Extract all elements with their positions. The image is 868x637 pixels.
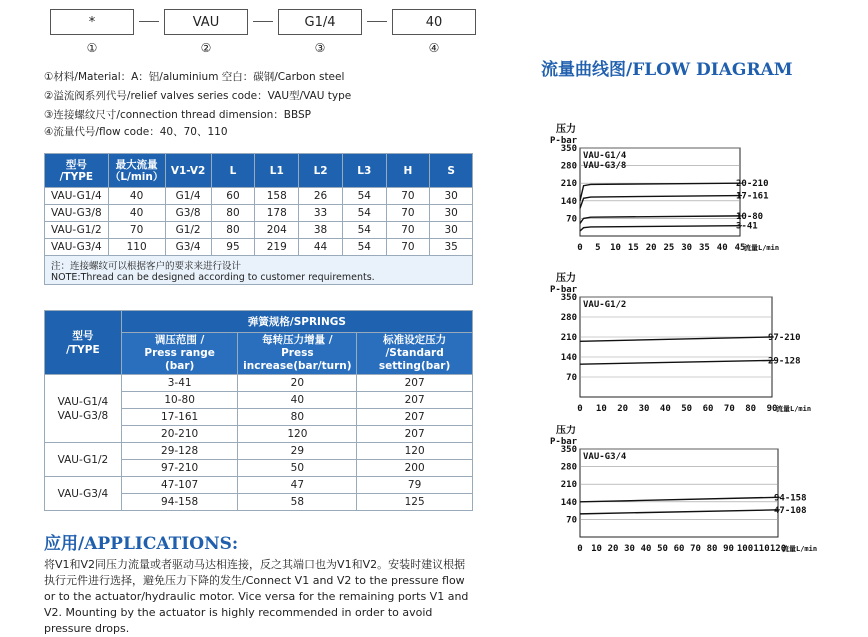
table-cell: 60	[211, 188, 255, 205]
table-cell: 54	[342, 222, 386, 239]
chart-xtick-label: 50	[657, 544, 668, 554]
series-line-29-128	[580, 360, 772, 364]
table-cell: 80	[211, 205, 255, 222]
table-cell: 30	[430, 205, 473, 222]
table-cell: 54	[342, 188, 386, 205]
chart-xtick-label: 50	[681, 404, 693, 414]
table-cell: 30	[430, 188, 473, 205]
chart-xtick-label: 20	[607, 544, 619, 554]
table-cell: 20	[238, 375, 357, 392]
table-cell: 54	[342, 239, 386, 256]
chart-xtick-label: 0	[577, 544, 583, 554]
code-box-series: VAU	[164, 9, 248, 35]
table-cell: 178	[255, 205, 299, 222]
chart-ylabel: P-bar	[550, 136, 578, 146]
table-cell: 30	[430, 222, 473, 239]
chart-ytick-label: 70	[566, 373, 577, 383]
chart-xtick-label: 110	[753, 544, 770, 554]
series-line-94-158	[580, 497, 778, 502]
table-row	[45, 477, 473, 494]
chart-xtick-label: 90	[723, 544, 734, 554]
series-label: 17-161	[736, 191, 769, 202]
chart-title-line: VAU-G3/4	[583, 452, 627, 462]
table-cell: 120	[357, 443, 473, 460]
code-dash	[367, 21, 387, 22]
table-cell: 47	[238, 477, 357, 494]
chart-xtick-label: 35	[699, 243, 710, 253]
col-l3: L3	[342, 154, 386, 188]
flow-chart-g34	[536, 425, 864, 565]
code-number-3: ③	[314, 41, 326, 55]
chart-ytick-label: 140	[560, 353, 577, 363]
chart-ytick-label: 140	[560, 497, 577, 508]
chart-xtick-label: 30	[681, 243, 693, 253]
table-cell: G1/4	[165, 188, 211, 205]
chart-title-line: VAU-G1/4	[583, 151, 627, 161]
spring-type-cell: VAU-G1/2	[45, 443, 122, 477]
chart-ytick-label: 280	[560, 462, 577, 473]
chart-ytick-label: 70	[566, 515, 577, 526]
table-cell: 70	[386, 205, 430, 222]
chart-ytick-label: 210	[560, 333, 577, 343]
code-dash	[253, 21, 273, 22]
chart-xtick-label: 10	[610, 243, 621, 253]
chart-xtick-label: 40	[659, 404, 671, 414]
chart-xtick-label: 70	[690, 544, 701, 554]
table-cell: 200	[357, 460, 473, 477]
table-cell: 35	[430, 239, 473, 256]
table-row	[45, 239, 473, 256]
chart-ylabel-cn: 压力	[556, 124, 576, 135]
table-cell: 33	[299, 205, 343, 222]
series-line-3-41	[580, 226, 740, 231]
table-cell: G3/8	[165, 205, 211, 222]
chart-xtick-label: 25	[663, 243, 675, 253]
table-note-row	[45, 256, 473, 285]
flow-diagram-title: 流量曲线图/FLOW DIAGRAM	[541, 60, 793, 80]
table-cell: G1/2	[165, 222, 211, 239]
table-cell: 26	[299, 188, 343, 205]
chart-ytick-label: 140	[560, 196, 577, 207]
table-cell: 120	[238, 426, 357, 443]
chart-xtick-label: 30	[638, 404, 650, 414]
chart-xlabel: 流量L/min	[782, 545, 818, 553]
chart-ytick-label: 70	[566, 214, 577, 225]
table-cell: 110	[108, 239, 165, 256]
applications-title: 应用/APPLICATIONS:	[44, 534, 239, 554]
table-cell: 207	[357, 375, 473, 392]
table-cell: 29	[238, 443, 357, 460]
table-cell: 158	[255, 188, 299, 205]
chart-xtick-label: 70	[723, 404, 735, 414]
table-row	[45, 375, 473, 392]
legend-series: ②溢流阀系列代号/relief valves series code：VAU型/VAU type	[44, 90, 352, 102]
chart-xtick-label: 100	[736, 544, 754, 554]
table-cell: 40	[108, 188, 165, 205]
table-cell: 204	[255, 222, 299, 239]
table-cell: 50	[238, 460, 357, 477]
chart-xtick-label: 60	[673, 544, 685, 554]
chart-ytick-label: 210	[560, 480, 577, 491]
series-line-47-108	[580, 510, 778, 514]
table-cell: VAU-G3/8	[45, 205, 109, 222]
table-cell: 40	[108, 205, 165, 222]
col-s: S	[430, 154, 473, 188]
chart-ytick-label: 210	[560, 179, 577, 190]
table-cell: 219	[255, 239, 299, 256]
chart-title-line: VAU-G3/8	[583, 161, 627, 171]
table-cell: 70	[386, 188, 430, 205]
series-line-97-210	[580, 337, 772, 341]
table-cell: 58	[238, 494, 357, 511]
table-note	[45, 256, 473, 285]
table-cell: 125	[357, 494, 473, 511]
chart-xlabel: 流量L/min	[744, 244, 780, 252]
spring-col-increase: 每转压力增量 / Press increase(bar/turn)	[238, 333, 357, 375]
chart-xtick-label: 15	[627, 243, 639, 253]
chart-ylabel: P-bar	[550, 285, 578, 295]
table-row	[45, 222, 473, 239]
dimension-table	[44, 153, 473, 285]
table-cell: 70	[386, 222, 430, 239]
chart-ytick-label: 350	[560, 293, 577, 303]
chart-xtick-label: 80	[706, 544, 718, 554]
series-label: 29-128	[768, 356, 801, 367]
col-l: L	[211, 154, 255, 188]
table-cell: 20-210	[121, 426, 238, 443]
chart-xtick-label: 5	[595, 243, 601, 253]
chart-xtick-label: 0	[577, 243, 583, 253]
table-cell: 80	[211, 222, 255, 239]
table-cell: 10-80	[121, 392, 238, 409]
series-label: 97-210	[768, 333, 801, 343]
table-cell: 207	[357, 409, 473, 426]
table-cell: 44	[299, 239, 343, 256]
spring-col-setting: 标准设定压力 /Standard setting(bar)	[357, 333, 473, 375]
chart-xtick-label: 20	[645, 243, 657, 253]
chart-ylabel-cn: 压力	[556, 273, 576, 284]
table-cell: 207	[357, 426, 473, 443]
table-cell: 54	[342, 205, 386, 222]
table-cell: 3-41	[121, 375, 238, 392]
spring-group-header: 弹簧规格/SPRINGS	[121, 311, 472, 333]
chart-xlabel: 流量L/min	[776, 405, 812, 413]
chart-frame	[580, 297, 772, 397]
chart-xtick-label: 45	[734, 243, 746, 253]
table-cell: 207	[357, 392, 473, 409]
applications-text: 将V1和V2同压力流量或者驱动马达相连接，反之其端口也为V1和V2。安装时建议根据执行元件进行选择，避免压力下降的发生/Connect V1 and V2 to the pressure flow or to the actuator/hydraulic motor. Vice versa for the remaining ports V1 and V2. Mounting by the actuator is highly recommended in order to avoid pressure drops.	[44, 558, 469, 635]
spring-type-cell: VAU-G3/4	[45, 477, 122, 511]
code-number-2: ②	[200, 41, 212, 55]
series-label: 47-108	[774, 505, 807, 516]
table-cell: VAU-G1/4	[45, 188, 109, 205]
table-cell: G3/4	[165, 239, 211, 256]
table-row	[45, 443, 473, 460]
chart-xtick-label: 10	[591, 544, 602, 554]
legend-material: ①材料/Material：A：铝/aluminium 空白：碳钢/Carbon steel	[44, 71, 345, 83]
col-l1: L1	[255, 154, 299, 188]
chart-ytick-label: 350	[560, 445, 577, 455]
table-row	[45, 205, 473, 222]
table-cell: 29-128	[121, 443, 238, 460]
chart-ylabel-cn: 压力	[556, 425, 576, 436]
code-box-flow: 40	[392, 9, 476, 35]
chart-title-line: VAU-G1/2	[583, 300, 627, 310]
chart-xtick-label: 80	[745, 404, 757, 414]
code-box-material: *	[50, 9, 134, 35]
series-line-20-210	[580, 183, 740, 201]
spring-type-cell: VAU-G1/4 VAU-G3/8	[45, 375, 122, 443]
series-label: 3-41	[736, 221, 758, 232]
series-label: 10-80	[736, 211, 764, 222]
note-en: NOTE:Thread can be designed according to customer requirements.	[51, 271, 375, 283]
chart-xtick-label: 90	[766, 404, 778, 414]
table-cell: VAU-G1/2	[45, 222, 109, 239]
table-cell: 79	[357, 477, 473, 494]
spring-col-range: 调压范围 / Press range (bar)	[121, 333, 238, 375]
flow-chart-g12	[536, 265, 856, 423]
col-l2: L2	[299, 154, 343, 188]
col-v1v2: V1-V2	[165, 154, 211, 188]
chart-ytick-label: 280	[560, 161, 577, 172]
legend-thread: ③连接螺纹尺寸/connection thread dimension：BBSP	[44, 109, 312, 121]
chart-frame	[580, 449, 778, 537]
chart-xtick-label: 30	[624, 544, 635, 554]
chart-ytick-label: 350	[560, 144, 577, 154]
table-cell: 47-107	[121, 477, 238, 494]
spring-col-type: 型号 /TYPE	[45, 311, 122, 375]
code-box-thread: G1/4	[278, 9, 362, 35]
col-type: 型号 /TYPE	[45, 154, 109, 188]
series-line-17-161	[580, 196, 740, 209]
col-max-flow: 最大流量 （L/min）	[108, 154, 165, 188]
chart-xtick-label: 40	[640, 544, 652, 554]
series-line-10-80	[580, 216, 740, 224]
flow-chart-g14-g38	[536, 104, 856, 262]
chart-xtick-label: 20	[617, 404, 629, 414]
chart-xtick-label: 10	[595, 404, 607, 414]
table-cell: 97-210	[121, 460, 238, 477]
table-cell: 40	[238, 392, 357, 409]
legend-flow: ④流量代号/flow code：40、70、110	[44, 126, 228, 138]
table-cell: 80	[238, 409, 357, 426]
chart-xtick-label: 0	[577, 404, 583, 414]
table-cell: VAU-G3/4	[45, 239, 109, 256]
chart-ylabel: P-bar	[550, 437, 578, 447]
note-cn: 注：连接螺纹可以根据客户的要求来进行设计	[51, 260, 242, 272]
table-cell: 38	[299, 222, 343, 239]
chart-xtick-label: 120	[769, 544, 787, 554]
chart-ytick-label: 280	[560, 313, 577, 323]
code-dash	[139, 21, 159, 22]
spring-table	[44, 310, 473, 511]
series-label: 20-210	[736, 179, 769, 190]
table-cell: 94-158	[121, 494, 238, 511]
table-cell: 70	[108, 222, 165, 239]
code-number-4: ④	[428, 41, 440, 55]
table-row	[45, 188, 473, 205]
chart-xtick-label: 60	[702, 404, 714, 414]
col-h: H	[386, 154, 430, 188]
code-number-1: ①	[86, 41, 98, 55]
series-label: 94-158	[774, 493, 807, 504]
table-cell: 95	[211, 239, 255, 256]
chart-xtick-label: 40	[716, 243, 728, 253]
table-cell: 17-161	[121, 409, 238, 426]
table-cell: 70	[386, 239, 430, 256]
